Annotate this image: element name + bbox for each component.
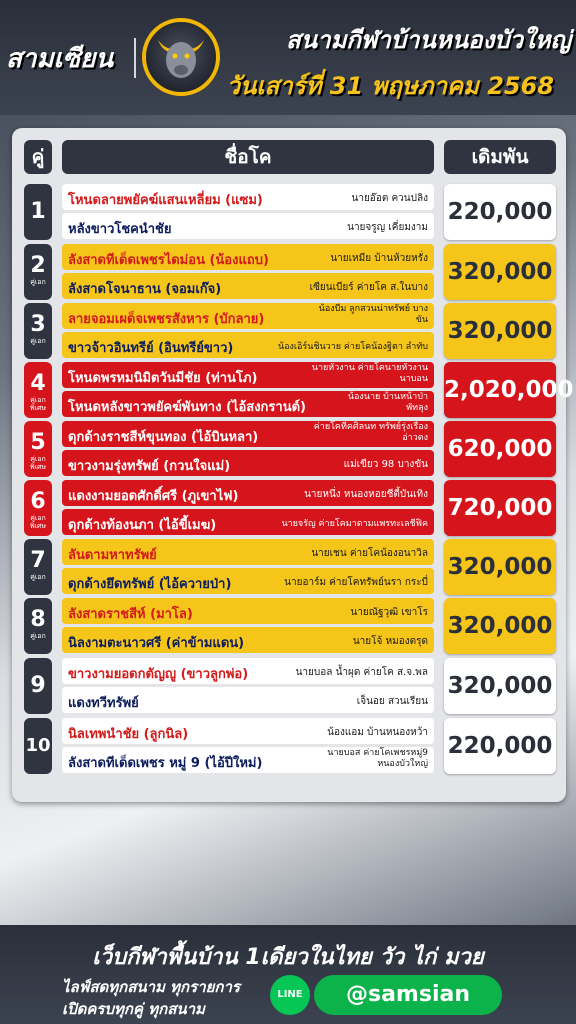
owner-name: เจ็นอย สวนเรียน <box>356 696 428 707</box>
bull-mascot-icon <box>142 18 220 96</box>
owner-name: นายบอล น้ำผุด ค่ายโค ส.จ.พล <box>295 667 428 678</box>
owner-name: นายจรัญ ค่ายโคมาดามแพรทะเลชีฟิค <box>281 519 428 529</box>
bet-amount: 220,000 <box>444 718 556 774</box>
bet-amount: 320,000 <box>444 539 556 595</box>
bet-amount: 620,000 <box>444 421 556 477</box>
bull-name: แดงงามยอดศักดิ์ศรี (ภูเขาไฟ) <box>68 489 239 504</box>
pair-names <box>62 184 434 240</box>
pair-names <box>62 718 434 774</box>
bet-amount: 320,000 <box>444 658 556 714</box>
owner-name: นายบอส ค่ายโคเพชรหมู่9 หนองบัวใหญ่ <box>327 748 428 769</box>
table-row <box>24 658 556 714</box>
table-row <box>24 184 556 240</box>
bull-name: ลังสาดโจนาธาน (จอมเก๊จ) <box>68 282 222 297</box>
table-row <box>24 421 556 477</box>
bull-name: ขาวงามยอดกตัญญู (ขาวลูกพ่อ) <box>68 667 249 682</box>
bet-amount: 320,000 <box>444 598 556 654</box>
bull-name: ลังสาดราชสีห์ (มาโล) <box>68 607 193 622</box>
bull-name: หลังขาวโชคนำชัย <box>68 222 172 237</box>
pair-number: 9 <box>24 658 52 714</box>
line-app-icon[interactable]: LINE <box>270 975 310 1015</box>
footer-line-2: เปิดครบทุกคู่ ทุกสนาม <box>62 1000 205 1018</box>
owner-name: นายอ๊อต ควนปลิง <box>351 193 428 204</box>
owner-name: ค่ายโคทีคศิลนท ทรัพย์รุ่งเรือง อ่าวตง <box>313 422 428 443</box>
pair-names <box>62 658 434 714</box>
owner-name: นายจรูญ เคี่ยมงาม <box>347 222 428 233</box>
table-row <box>24 718 556 774</box>
event-date: วันเสาร์ที่ 31 พฤษภาคม 2568 <box>226 72 554 100</box>
owner-name: นายเหมีย บ้านห้วยหรั่ง <box>330 253 428 264</box>
owner-name: นายณัฐวุฒิ เขาโร <box>350 607 428 618</box>
owner-name: นายเชน ค่ายโคน้องอนาวิล <box>311 548 428 559</box>
bet-amount: 720,000 <box>444 480 556 536</box>
owner-name: น้องเอิร์นชินวาย ค่ายโคน้องฐิตา ลำทับ <box>277 342 428 352</box>
pair-names <box>62 362 434 418</box>
footer <box>0 925 576 1024</box>
pair-number: 5 คู่เอกพิเศษ <box>24 421 52 477</box>
pair-names <box>62 539 434 595</box>
owner-name: นายหนึ่ง หนองหอยชีตี้บันเทิง <box>304 489 428 500</box>
bull-name: ดุกด้างราชสีห์ขุนทอง (ไอ้บินหลา) <box>68 430 259 445</box>
footer-slogan: เว็บกีฬาพื้นบ้าน 1เดียวในไทย วัว ไก่ มวย <box>92 945 484 970</box>
owner-name: นายอาร์ม ค่ายโคทรัพย์นรา กระบี่ <box>284 577 428 588</box>
owner-name: นายหัวงาน ค่ายโคนายหัวงาน นาบอน <box>311 363 428 384</box>
owner-name: น้องแอม บ้านหนองหว้า <box>327 727 428 738</box>
pair-number: 7 คู่เอก <box>24 539 52 595</box>
bet-amount: 220,000 <box>444 184 556 240</box>
table-row <box>24 244 556 300</box>
bet-amount: 2,020,000 <box>444 362 556 418</box>
table-row <box>24 303 556 359</box>
pair-number: 3 คู่เอก <box>24 303 52 359</box>
brand-logo: สามเซียน <box>6 44 114 74</box>
bull-name: โหนดพรหมนิมิตวันมีชัย (ท่านโภ) <box>68 371 258 386</box>
header-bull-name: ชื่อโค <box>62 140 434 174</box>
pair-number: 10 <box>24 718 52 774</box>
bull-name: ลังสาดทีเด็ดเพชร หมู่ 9 (ไอ้ปีใหม่) <box>68 756 263 771</box>
bull-name: โหนดลายพยัคฆ์แสนเหลี่ยม (แซม) <box>68 193 263 208</box>
bet-amount: 320,000 <box>444 303 556 359</box>
pair-number: 2 คู่เอก <box>24 244 52 300</box>
pair-names <box>62 598 434 654</box>
header-bet: เดิมพัน <box>444 140 556 174</box>
bull-name: ลายจอมเผด็จเพชรสังหาร (บักลาย) <box>68 312 265 327</box>
pair-names <box>62 421 434 477</box>
table-row <box>24 362 574 418</box>
bull-name: โหนดหลังขาวพยัคฆ์พันทาง (ไอ้สงกรานต์) <box>68 400 306 415</box>
bet-amount: 320,000 <box>444 244 556 300</box>
bull-name: นิลงามตะนาวศรี (ค่าข้ามแดน) <box>68 636 245 651</box>
header-pair-number: คู่ <box>24 140 52 174</box>
match-table <box>12 128 574 802</box>
footer-line-1: ไลฟ์สดทุกสนาม ทุกรายการ <box>62 978 240 996</box>
table-row <box>24 480 556 536</box>
owner-name: เซียนเบียร์ ค่ายโค ส.ในบาง <box>309 282 428 293</box>
header <box>0 0 576 115</box>
line-handle-button[interactable]: @samsian <box>314 975 502 1015</box>
pair-number: 4 คู่เอกพิเศษ <box>24 362 52 418</box>
pair-names <box>62 244 434 300</box>
bull-name: ลันดามหาทรัพย์ <box>68 548 157 563</box>
owner-name: น้องบีม ลูกสวนน่าทรัพย์ บางขัน <box>318 304 428 325</box>
venue-title: สนามกีฬาบ้านหนองบัวใหญ่ <box>286 26 571 54</box>
pair-number: 8 คู่เอก <box>24 598 52 654</box>
bull-name: แดงทวีทรัพย์ <box>68 696 139 711</box>
bull-name: ลังสาดทีเด็ดเพชรไดม่อน (น้องแถบ) <box>68 253 269 268</box>
table-row <box>24 539 556 595</box>
bull-name: ดุกด้างท้องนภา (ไอ้ขี้เมฆ) <box>68 518 217 533</box>
bull-name: ขาวงามรุ่งทรัพย์ (กวนใจแม่) <box>68 459 231 474</box>
logo-divider <box>134 38 136 78</box>
bull-name: ดุกด้างยึดทรัพย์ (ไอ้ควายป่า) <box>68 577 232 592</box>
table-row <box>24 598 556 654</box>
pair-number: 6 คู่เอกพิเศษ <box>24 480 52 536</box>
pair-names <box>62 480 434 536</box>
pair-number: 1 <box>24 184 52 240</box>
pair-names <box>62 303 434 359</box>
owner-name: แม่เขียว 98 บางขัน <box>343 459 428 470</box>
owner-name: นายโจ้ หมองตรุด <box>352 636 428 647</box>
bull-name: นิลเทพนำชัย (ลูกนิล) <box>68 727 189 742</box>
bull-name: ขาวจ้าวอินทรีย์ (อินทรีย์ขาว) <box>68 341 234 356</box>
owner-name: น้องนาย บ้านหน้าป่า พัทลุง <box>347 392 428 413</box>
